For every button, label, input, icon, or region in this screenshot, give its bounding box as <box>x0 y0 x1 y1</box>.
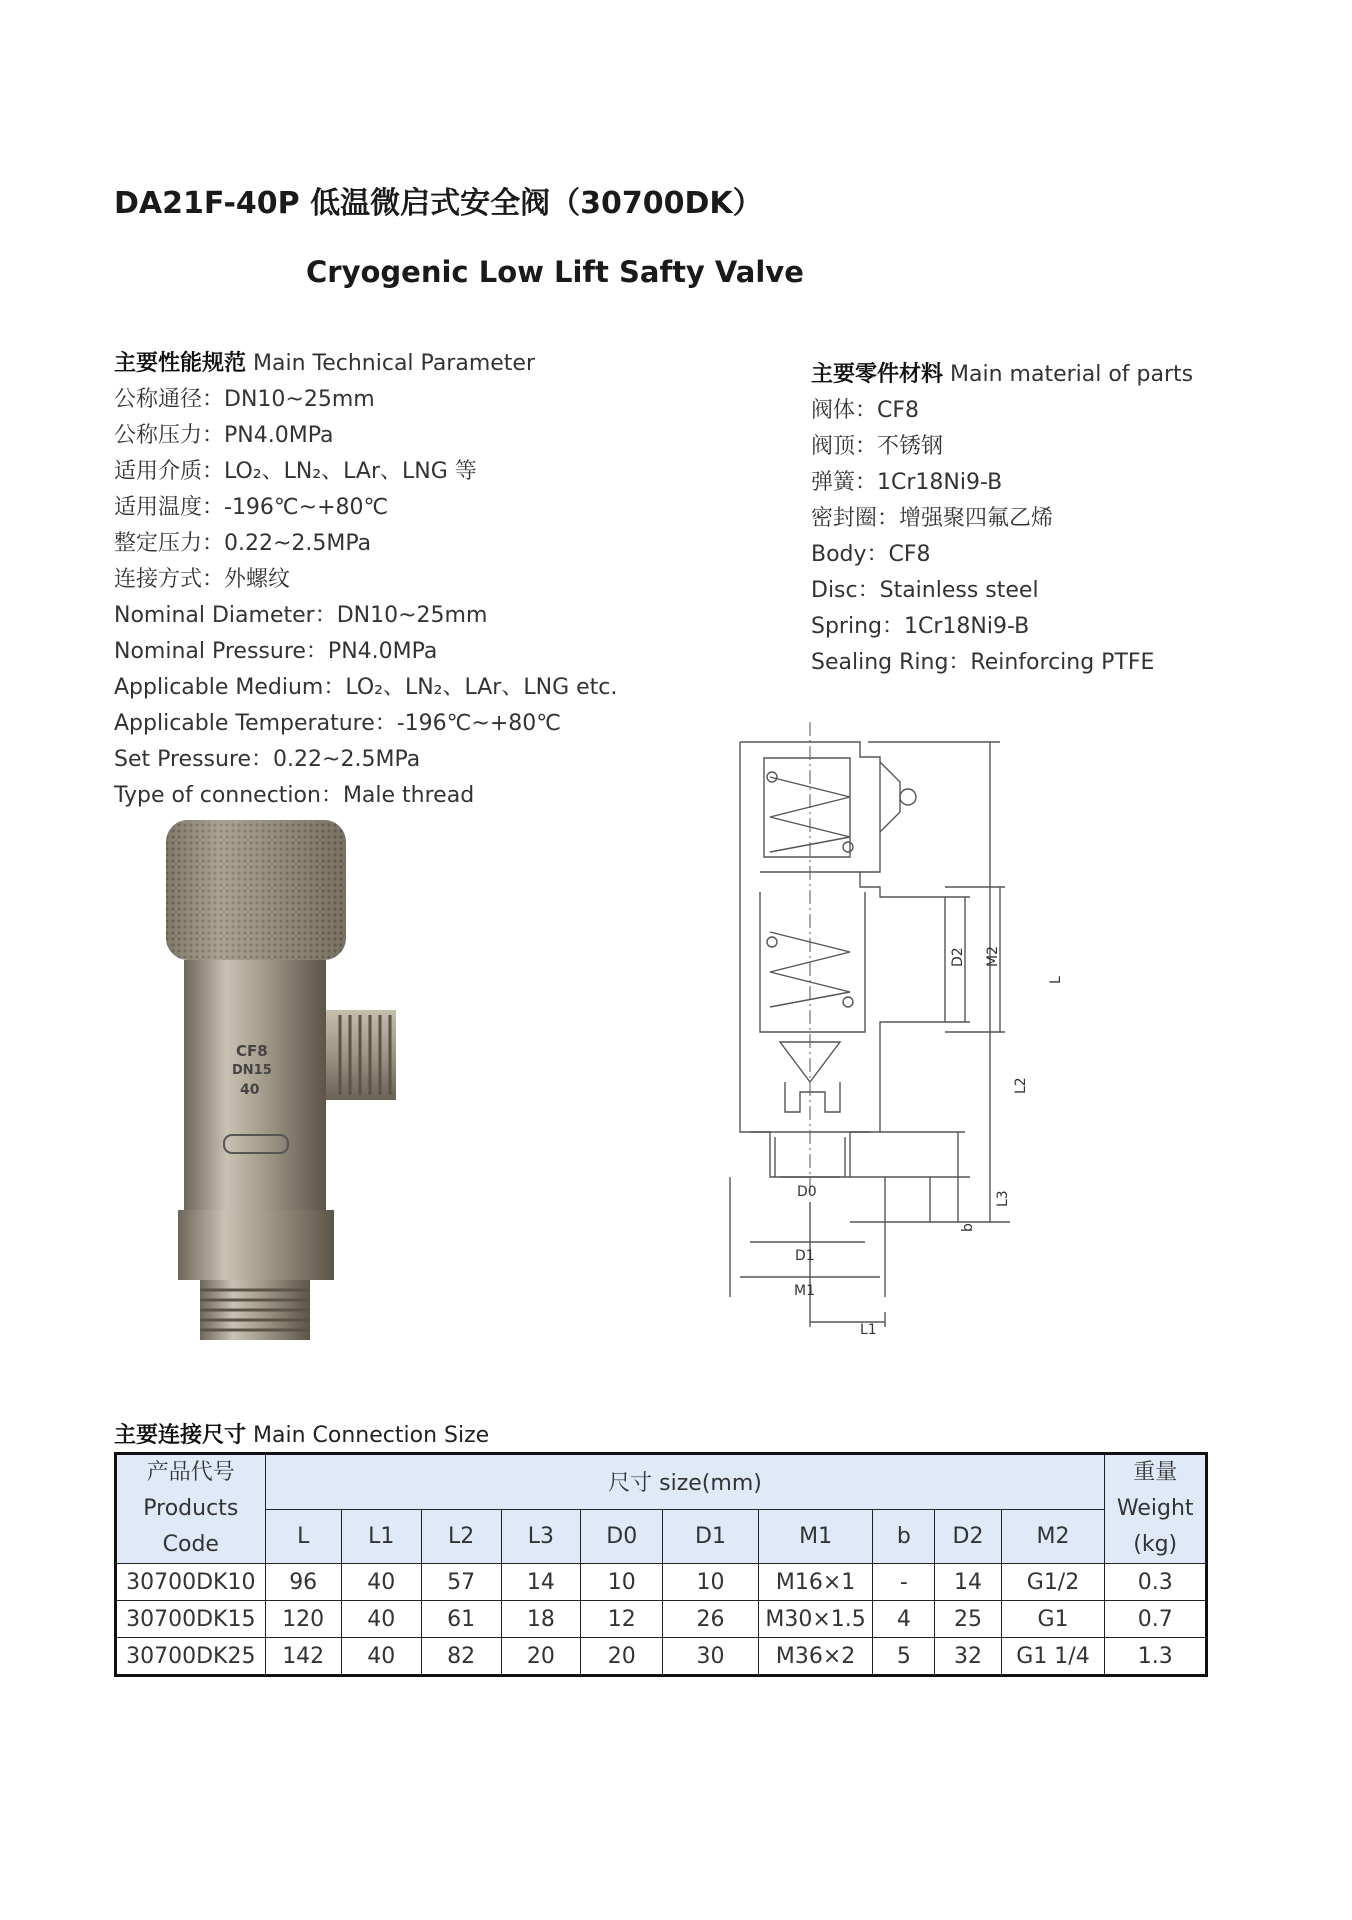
technical-heading-en: Main Technical Parameter <box>253 351 535 376</box>
column-header: M2 <box>1001 1509 1105 1564</box>
valve-drawing <box>700 722 1140 1362</box>
materials-heading-en: Main material of parts <box>950 362 1194 387</box>
materials-heading-cn: 主要零件材料 <box>811 362 944 387</box>
code-header: 产品代号 Products Code <box>116 1454 266 1564</box>
hex-nut <box>178 1210 334 1280</box>
param-line: Set Pressure：0.22~2.5MPa <box>114 747 421 772</box>
size-header: 尺寸 size(mm) <box>265 1454 1105 1510</box>
param-line: 公称压力：PN4.0MPa <box>114 423 334 448</box>
material-line: 阀体：CF8 <box>811 398 920 423</box>
column-header: D1 <box>663 1509 759 1564</box>
table-row: 30700DK25 142 40 82 20 20 30 M36×2 5 32 G1 1/4 1.3 <box>116 1638 1207 1676</box>
param-line: Applicable Medium：LO₂、LN₂、LAr、LNG etc. <box>114 675 618 700</box>
technical-heading <box>114 346 617 382</box>
weight-header: 重量 Weight (kg) <box>1105 1454 1207 1564</box>
dim-label-b: b <box>960 1223 976 1232</box>
column-header: L <box>265 1509 341 1564</box>
dim-label-L3: L3 <box>995 1190 1011 1207</box>
param-line: Applicable Temperature：-196℃~+80℃ <box>114 711 561 736</box>
connection-heading <box>114 1418 489 1449</box>
technical-heading-cn: 主要性能规范 <box>114 351 247 376</box>
column-header: D0 <box>581 1509 663 1564</box>
param-line: Type of connection：Male thread <box>114 783 475 808</box>
material-line: Sealing Ring：Reinforcing PTFE <box>811 650 1155 675</box>
dim-label-L1: L1 <box>860 1322 877 1338</box>
material-line: 阀顶：不锈钢 <box>811 434 944 459</box>
material-line: Spring：1Cr18Ni9-B <box>811 614 1030 639</box>
column-header: D2 <box>935 1509 1001 1564</box>
param-line: 整定压力：0.22~2.5MPa <box>114 531 372 556</box>
param-line: Nominal Diameter：DN10~25mm <box>114 603 488 628</box>
column-header: L2 <box>421 1509 501 1564</box>
dim-label-D0: D0 <box>797 1184 817 1200</box>
table-row: 30700DK10 96 40 57 14 10 10 M16×1 - 14 G1/2 0.3 <box>116 1564 1207 1601</box>
dim-label-L2: L2 <box>1013 1077 1029 1094</box>
page-subtitle: Cryogenic Low Lift Safty Valve <box>306 255 804 289</box>
photo-marking: DN15 <box>232 1063 272 1078</box>
param-line: 公称通径：DN10~25mm <box>114 387 375 412</box>
valve-photo <box>140 810 480 1350</box>
param-line: 连接方式：外螺纹 <box>114 567 291 592</box>
material-line: Body：CF8 <box>811 542 931 567</box>
material-line: 弹簧：1Cr18Ni9-B <box>811 470 1003 495</box>
param-line: 适用温度：-196℃~+80℃ <box>114 495 389 520</box>
materials-heading <box>811 357 1193 393</box>
connection-heading-en: Main Connection Size <box>253 1423 490 1448</box>
column-header: L3 <box>501 1509 581 1564</box>
dim-label-D1: D1 <box>795 1248 815 1264</box>
dim-label-M1: M1 <box>794 1283 815 1299</box>
material-line: Disc：Stainless steel <box>811 578 1039 603</box>
materials-list <box>811 357 1193 681</box>
dim-label-D2: D2 <box>950 947 966 967</box>
technical-parameters <box>114 346 617 814</box>
column-header: b <box>873 1509 935 1564</box>
dim-label-L: L <box>1048 976 1064 984</box>
param-line: Nominal Pressure：PN4.0MPa <box>114 639 438 664</box>
material-line: 密封圈：增强聚四氟乙烯 <box>811 506 1054 531</box>
page-title: DA21F-40P 低温微启式安全阀（30700DK） <box>114 186 763 221</box>
column-header: M1 <box>758 1509 873 1564</box>
connection-size-table <box>114 1452 1208 1677</box>
param-line: 适用介质：LO₂、LN₂、LAr、LNG 等 <box>114 459 477 484</box>
table-row: 30700DK15 120 40 61 18 12 26 M30×1.5 4 25 G1 0.7 <box>116 1601 1207 1638</box>
dim-label-M2: M2 <box>985 946 1001 967</box>
photo-marking: 40 <box>240 1082 260 1098</box>
column-header: L1 <box>341 1509 421 1564</box>
photo-marking: CF8 <box>236 1042 268 1060</box>
connection-heading-cn: 主要连接尺寸 <box>114 1423 247 1448</box>
